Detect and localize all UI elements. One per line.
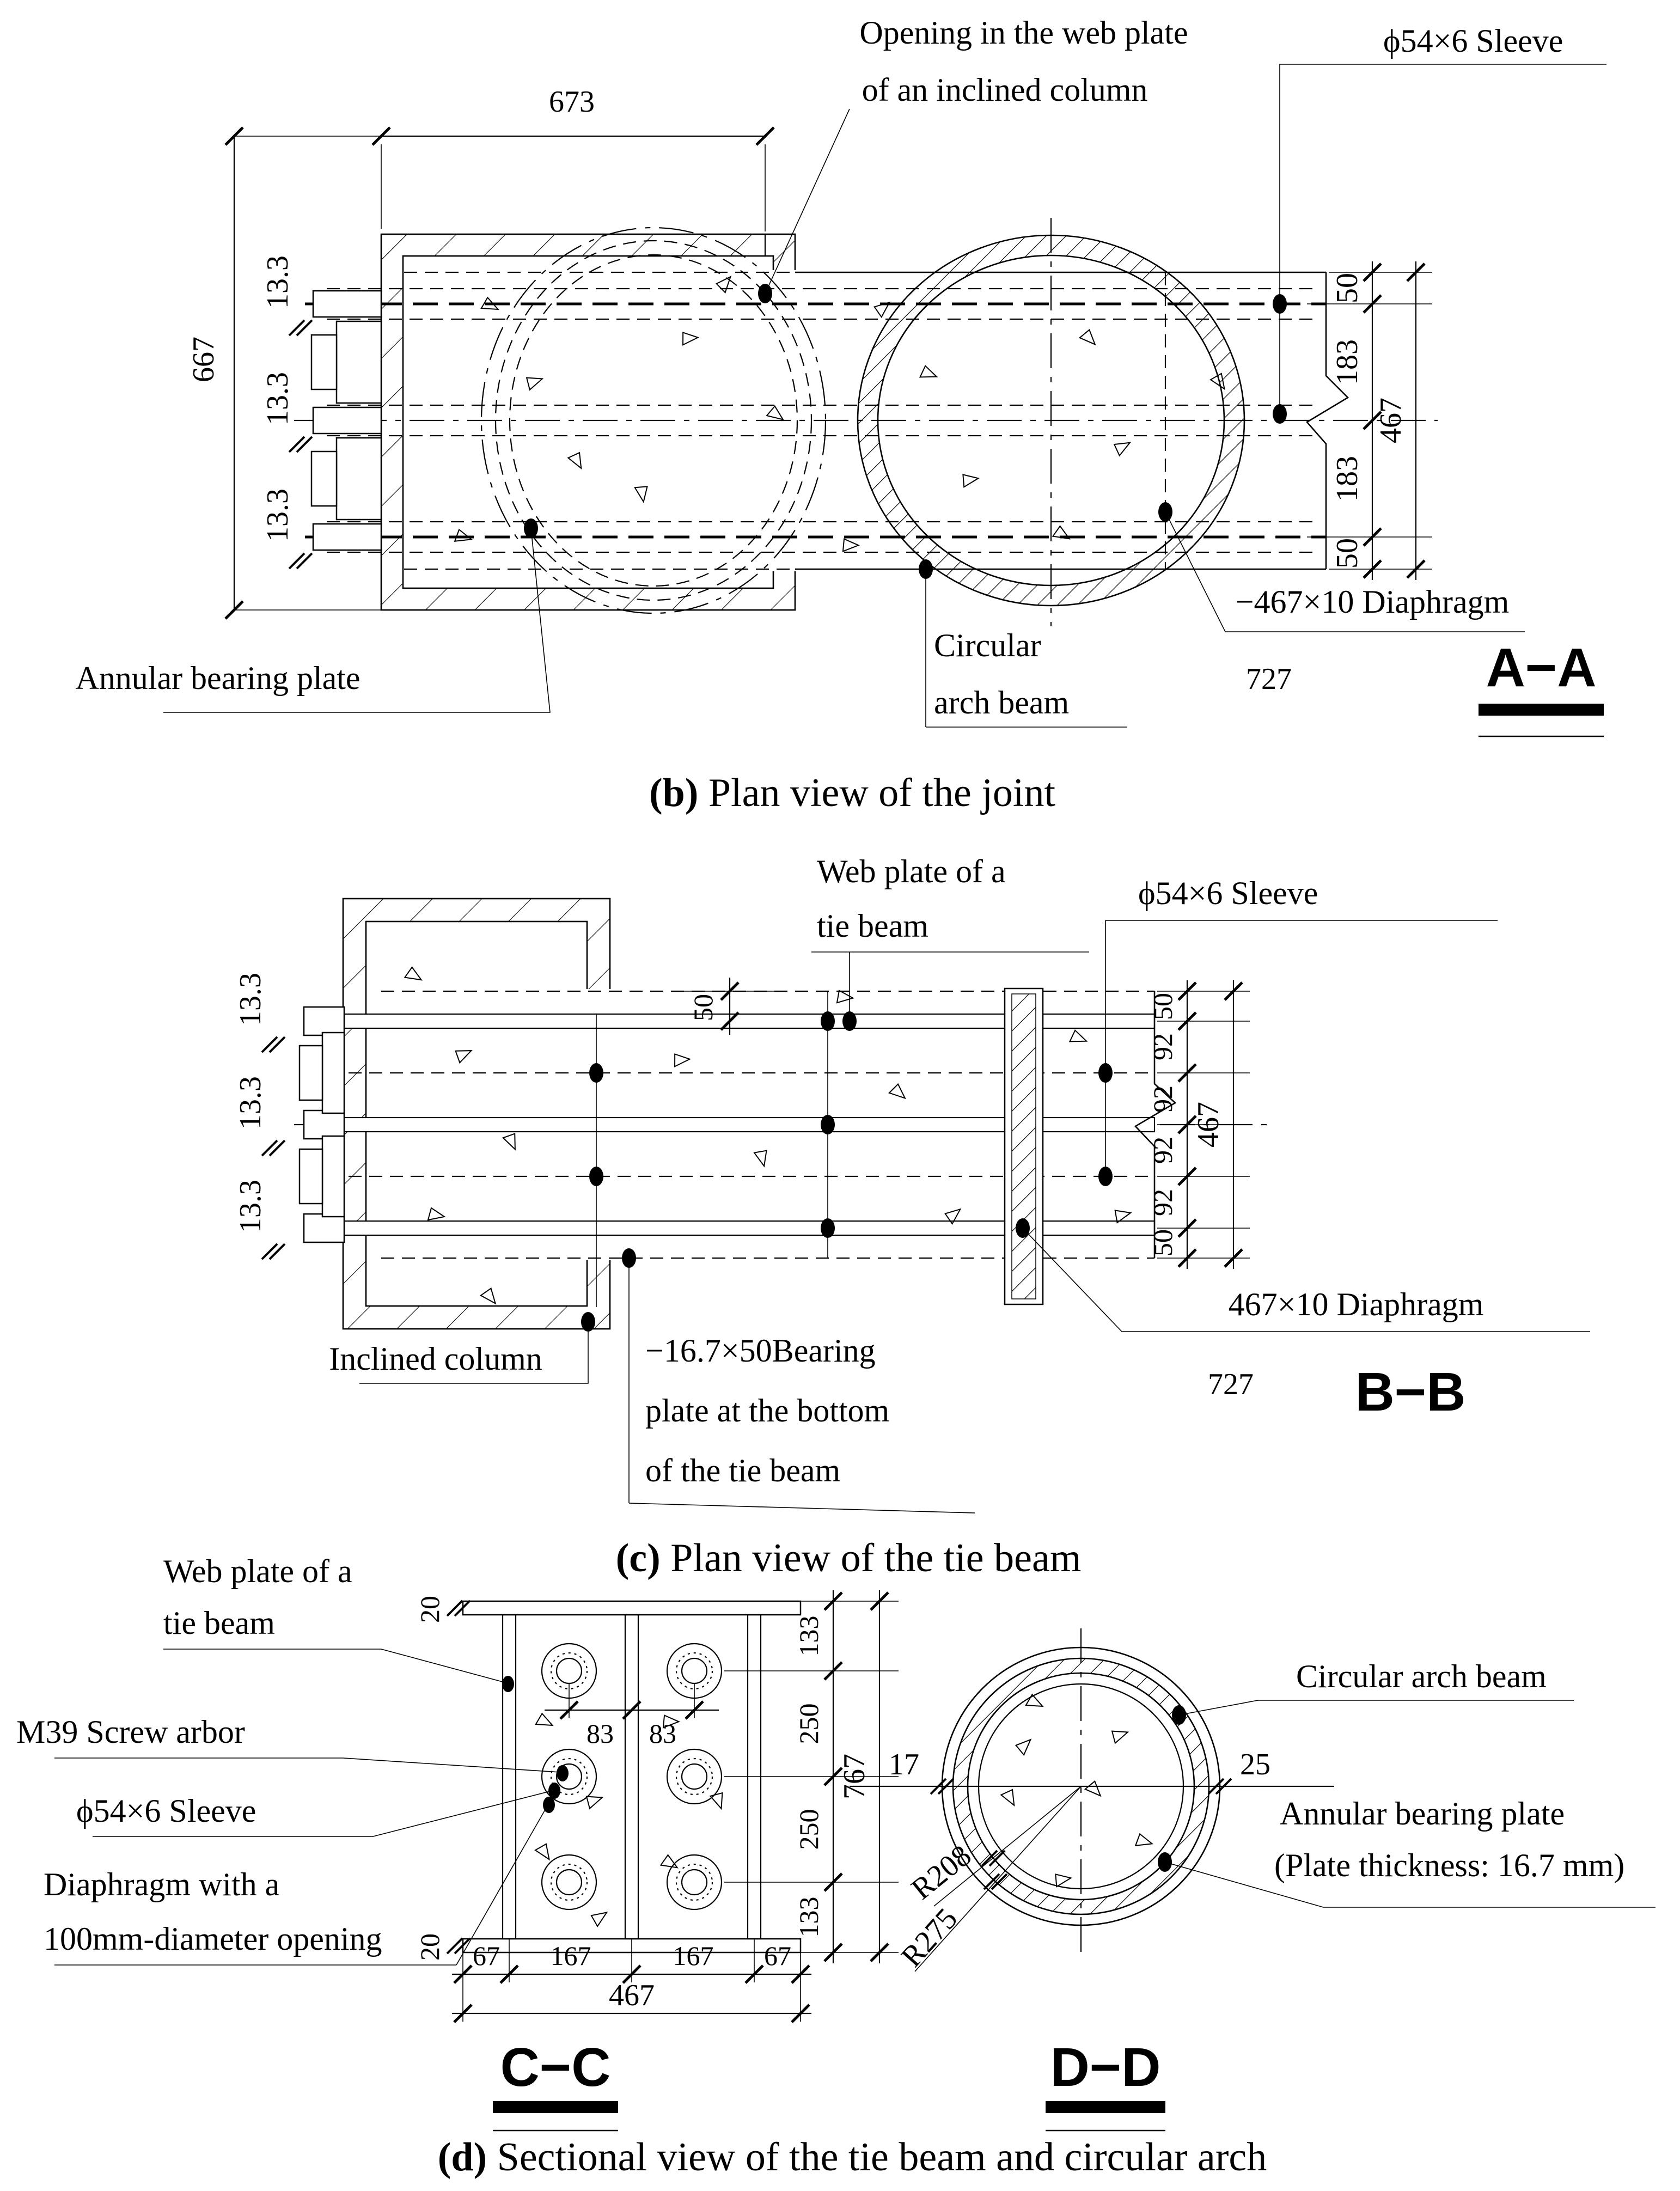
dim-727-b: 727 bbox=[1246, 662, 1292, 696]
label-bearing-plate-c bbox=[622, 1248, 975, 1513]
panel-c-plan-view-of-tie-beam bbox=[234, 853, 1590, 1580]
dim-c-50b: 50 bbox=[1147, 1229, 1178, 1256]
dim-c-50a: 50 bbox=[1147, 993, 1178, 1020]
inclined-column-label: Inclined column bbox=[329, 1341, 542, 1377]
gap-13-3-1: 13.3 bbox=[261, 255, 295, 309]
bearing-label-3: of the tie beam bbox=[645, 1452, 841, 1488]
label-web-plate-c bbox=[811, 853, 1089, 1031]
gap-13-3-2: 13.3 bbox=[261, 372, 295, 425]
dim-250-top: 250 bbox=[793, 1703, 824, 1744]
opening-label-2: of an inclined column bbox=[862, 72, 1148, 108]
dim-20-top-text: 20 bbox=[414, 1596, 445, 1623]
dim-167-a: 167 bbox=[550, 1940, 591, 1971]
section-label-b-b: B−B bbox=[1355, 1362, 1466, 1423]
dim-20-top bbox=[414, 1596, 470, 1623]
leader-dot bbox=[502, 1676, 514, 1692]
leader-dot bbox=[758, 284, 772, 303]
dim-167-b: 167 bbox=[673, 1940, 714, 1971]
plate-thickness-labels-c bbox=[234, 973, 285, 1259]
dim-50-top: 50 bbox=[1330, 273, 1364, 303]
cc-diaphragm-label-2: 100mm-diameter opening bbox=[44, 1921, 382, 1957]
label-arch-beam-dd bbox=[1172, 1658, 1574, 1725]
dim-467-total-c: 467 bbox=[1192, 1102, 1225, 1148]
gap-13-3-3: 13.3 bbox=[261, 489, 295, 542]
cc-web-label-2: tie beam bbox=[163, 1605, 275, 1641]
dim-c-92a: 92 bbox=[1147, 1033, 1178, 1060]
dims-right-c bbox=[1147, 980, 1250, 1269]
dim-83-83 bbox=[545, 1683, 719, 1749]
panel-b-plan-view-of-joint bbox=[75, 15, 1606, 815]
sleeve-label-c: ϕ54×6 Sleeve bbox=[1138, 875, 1318, 911]
section-mark-c-c bbox=[493, 2037, 618, 2131]
dd-annular-label-1: Annular bearing plate bbox=[1280, 1796, 1565, 1832]
cc-m39-label: M39 Screw arbor bbox=[16, 1714, 245, 1750]
dim-673-text: 673 bbox=[549, 85, 595, 119]
dim-c-92d: 92 bbox=[1147, 1189, 1178, 1216]
bolt bbox=[542, 1855, 596, 1909]
arch-label-1: Circular bbox=[934, 627, 1041, 663]
diaphragm-strip-c bbox=[1005, 988, 1043, 1304]
dim-467-total-b: 467 bbox=[1374, 398, 1408, 443]
section-c-c-drawing bbox=[16, 1553, 899, 2131]
dim-83-b: 83 bbox=[649, 1718, 676, 1749]
plate-thickness-labels bbox=[261, 255, 312, 569]
bolt bbox=[667, 1855, 722, 1909]
opening-label-1: Opening in the web plate bbox=[859, 15, 1188, 51]
screw-arbor-tabs-c bbox=[300, 1007, 344, 1242]
diaphragm-label-c: 467×10 Diaphragm bbox=[1228, 1286, 1484, 1322]
panel-d-sections bbox=[16, 1553, 1655, 2180]
inclined-column-box-c bbox=[343, 899, 612, 1329]
screw-arbor-tabs bbox=[311, 291, 381, 550]
label-diaphragm-b bbox=[1158, 502, 1525, 696]
gap-13-3-c1: 13.3 bbox=[234, 973, 267, 1026]
radius-leaders bbox=[895, 1786, 1081, 1974]
dim-67-b: 67 bbox=[764, 1940, 791, 1971]
dim-250-bot: 250 bbox=[793, 1809, 824, 1850]
cc-web-label-1: Web plate of a bbox=[163, 1553, 352, 1589]
annular-label-b: Annular bearing plate bbox=[75, 660, 361, 696]
dim-467-total-cc: 467 bbox=[609, 1979, 655, 2012]
section-label-d-d: D−D bbox=[1050, 2037, 1161, 2098]
web-plate-middle bbox=[625, 1615, 638, 1939]
caption-c: (c) Plan view of the tie beam bbox=[615, 1536, 1082, 1580]
label-sleeve-b bbox=[1273, 23, 1606, 424]
dim-c-92c: 92 bbox=[1147, 1137, 1178, 1164]
dim-r275: R275 bbox=[894, 1902, 964, 1974]
dd-arch-label: Circular arch beam bbox=[1296, 1658, 1547, 1694]
dim-133-bot: 133 bbox=[793, 1896, 824, 1938]
section-mark-a-a bbox=[1479, 637, 1604, 736]
cc-sleeve-label: ϕ54×6 Sleeve bbox=[76, 1793, 256, 1829]
inclined-column-section bbox=[381, 234, 798, 610]
web-label-c2: tie beam bbox=[817, 908, 928, 944]
leader-dot bbox=[548, 1783, 560, 1799]
dim-727-c: 727 bbox=[1208, 1368, 1254, 1401]
dim-183-bot: 183 bbox=[1330, 456, 1364, 502]
leader-dot bbox=[524, 518, 538, 538]
dim-c-92b: 92 bbox=[1147, 1085, 1178, 1113]
arch-label-2: arch beam bbox=[934, 685, 1070, 721]
caption-b: (b) Plan view of the joint bbox=[649, 771, 1056, 815]
leader-dot bbox=[1273, 404, 1287, 424]
web-plate-left bbox=[503, 1615, 516, 1939]
gap-13-3-c2: 13.3 bbox=[234, 1076, 267, 1130]
top-flange-plate bbox=[463, 1601, 801, 1615]
sleeve-label-b: ϕ54×6 Sleeve bbox=[1383, 23, 1563, 59]
dim-17: 17 bbox=[889, 1748, 919, 1781]
debris-triangles bbox=[455, 272, 1231, 551]
dim-r208: R208 bbox=[905, 1838, 978, 1907]
caption-d: (d) Sectional view of the tie beam and circular arch bbox=[437, 2135, 1267, 2180]
dim-183-top: 183 bbox=[1330, 339, 1364, 385]
leader-dot bbox=[1098, 1063, 1113, 1083]
dim-20-bot-text: 20 bbox=[414, 1933, 445, 1961]
dim-673 bbox=[372, 85, 774, 231]
dim-767-total: 767 bbox=[838, 1754, 871, 1799]
dim-25: 25 bbox=[1240, 1748, 1270, 1781]
dim-50-bot: 50 bbox=[1330, 538, 1364, 569]
dd-annular-label-2: (Plate thickness: 16.7 mm) bbox=[1274, 1847, 1625, 1883]
circular-arch-beam-ring bbox=[858, 218, 1244, 626]
leader-dot bbox=[842, 1011, 857, 1031]
section-mark-d-d bbox=[1046, 2037, 1165, 2131]
section-label-c-c: C−C bbox=[500, 2037, 611, 2098]
bearing-label-2: plate at the bottom bbox=[645, 1393, 890, 1429]
leader-dot bbox=[1273, 294, 1287, 314]
leader-dot bbox=[1098, 1167, 1113, 1186]
web-label-c1: Web plate of a bbox=[817, 853, 1006, 889]
dim-83-a: 83 bbox=[587, 1718, 614, 1749]
gap-13-3-c3: 13.3 bbox=[234, 1180, 267, 1233]
cc-diaphragm-label-1: Diaphragm with a bbox=[44, 1866, 280, 1902]
dim-133-top: 133 bbox=[793, 1615, 824, 1657]
dim-667-text: 667 bbox=[187, 337, 221, 382]
label-annular-dd bbox=[1158, 1796, 1655, 1907]
leader-dot bbox=[543, 1797, 555, 1813]
section-d-d-drawing bbox=[850, 1628, 1655, 2131]
label-diaphragm-c bbox=[1016, 1218, 1590, 1423]
dim-67-a: 67 bbox=[473, 1940, 500, 1971]
section-label-a-a: A−A bbox=[1486, 637, 1597, 698]
leader-dot bbox=[557, 1765, 569, 1781]
bearing-label-1: −16.7×50Bearing bbox=[645, 1333, 876, 1369]
dim-50-inner-text: 50 bbox=[688, 994, 718, 1021]
dims-right-cc bbox=[724, 1590, 899, 1963]
diaphragm-label-b: −467×10 Diaphragm bbox=[1235, 584, 1510, 620]
